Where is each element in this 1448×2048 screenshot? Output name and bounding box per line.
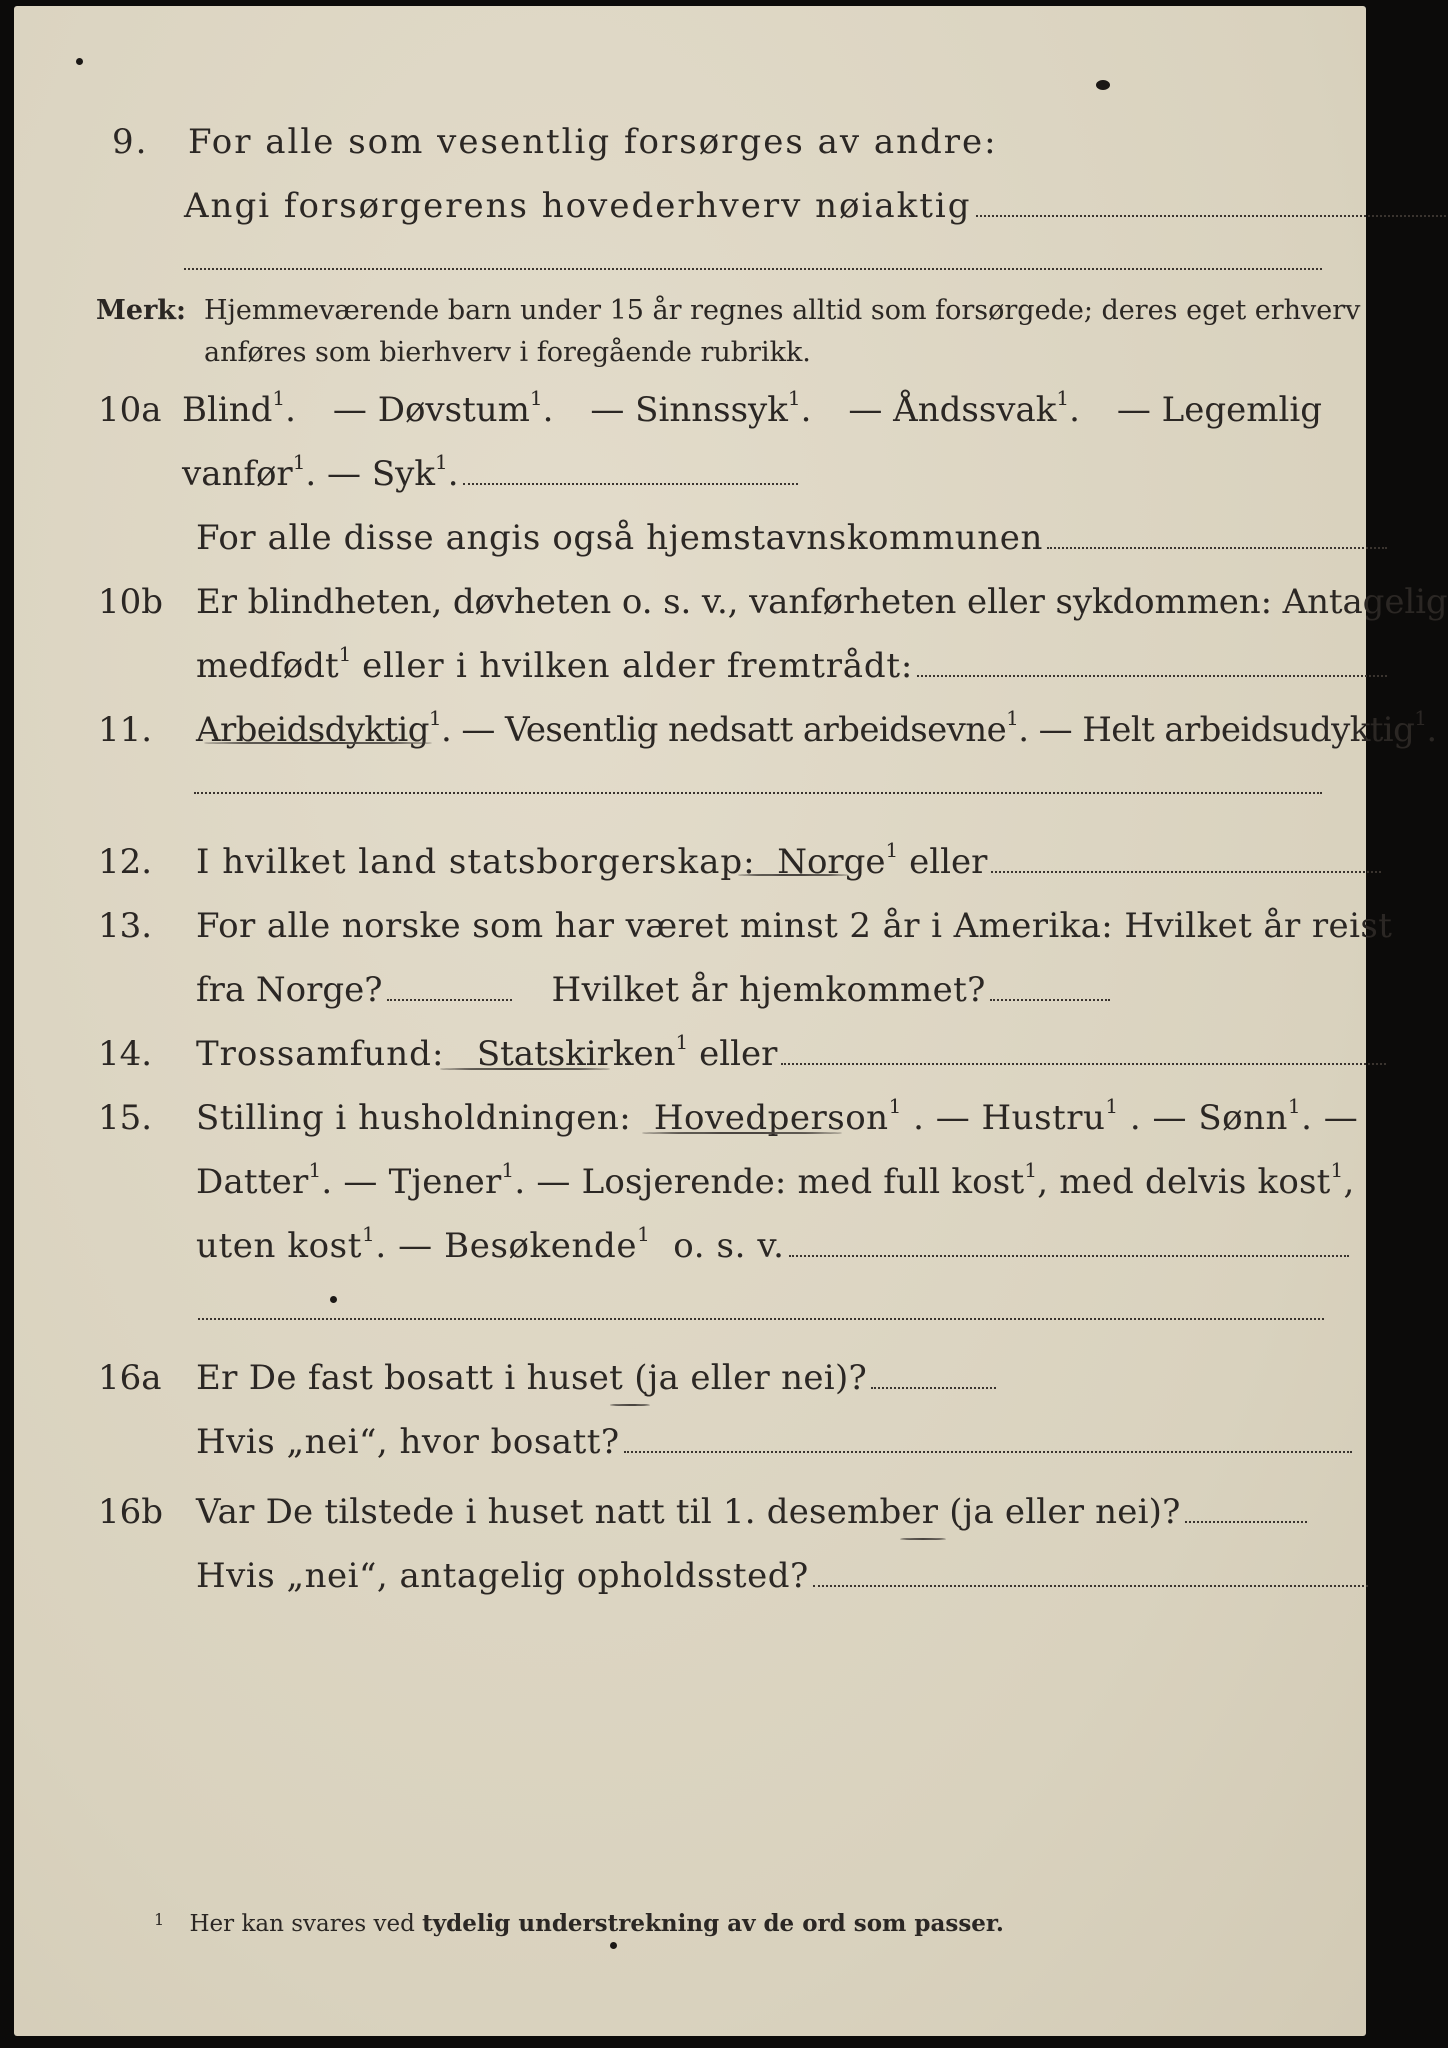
census-form-page (14, 6, 1448, 2036)
question-text: Er blindheten, døvheten o. s. v., vanførheten eller sykdommen: Antagelig (196, 582, 1448, 622)
note-label: Merk: (96, 295, 186, 326)
option-medfodt[interactable]: medfødt$^1$ (196, 642, 352, 686)
dotted-answer-line (991, 871, 1381, 873)
answer-field-religion[interactable] (196, 1030, 1386, 1074)
option-delvis-kost[interactable]: , med delvis kost$^1$, (1037, 1158, 1355, 1202)
ink-speck (76, 58, 83, 65)
question-10b-line-1 (14, 566, 1448, 622)
question-14-line (14, 1018, 1366, 1074)
question-text: Hvilket år hjemkommet? (551, 970, 986, 1010)
question-number: 14. (98, 1034, 153, 1074)
question-text: Hvis „nei“, antagelig opholdssted? (196, 1556, 809, 1596)
dotted-answer-line (1047, 547, 1387, 549)
option-helt-udyktig[interactable]: . — Helt arbeidsudyktig$^1$. (1018, 706, 1437, 750)
question-number: 15. (98, 1098, 153, 1138)
question-text: For alle disse angis også hjemstavnskommunen (196, 518, 1043, 558)
answer-field-onset[interactable] (196, 642, 1387, 686)
household-position-options-end[interactable] (196, 1222, 1349, 1266)
answer-field-main-occupation[interactable] (184, 186, 1446, 226)
question-text: Trossamfund: (196, 1034, 445, 1074)
dotted-answer-line[interactable] (990, 999, 1110, 1001)
question-text: For alle norske som har været minst 2 år i Amerika: Hvilket år reist (196, 906, 1393, 946)
question-15-line-3 (14, 1210, 1366, 1266)
dotted-answer-line[interactable] (194, 792, 1322, 794)
question-16a-line-1 (14, 1342, 1366, 1398)
footnote-bold-text: tydelig understrekning av de ord som passer. (422, 1910, 1004, 1937)
question-text: Stilling i husholdningen: (196, 1098, 632, 1138)
option-besokende[interactable]: . — Besøkende$^1$ (375, 1222, 651, 1266)
word-eller: eller (909, 842, 988, 882)
question-10a-line-2 (14, 438, 1366, 494)
question-text: Hvis „nei“, hvor bosatt? (196, 1422, 620, 1462)
question-number: 16b (98, 1492, 164, 1532)
option-uten-kost[interactable]: uten kost$^1$ (196, 1222, 376, 1266)
question-10b-line-2 (14, 630, 1366, 686)
option-norge[interactable]: Norge$^1$ (777, 838, 899, 882)
question-text: fra Norge? (196, 970, 383, 1010)
note-text: anføres som bierhverv i foregående rubrikk. (204, 337, 811, 368)
answer-field-resident[interactable] (196, 1358, 996, 1398)
option-sinnssyk[interactable]: — Sinnssyk$^1$. (590, 386, 812, 430)
option-statskirken[interactable]: Statskirken$^1$ (476, 1030, 689, 1074)
dotted-answer-line (1185, 1521, 1307, 1523)
ink-speck (610, 1942, 617, 1949)
question-13-line-2 (14, 954, 1366, 1010)
answer-field-where-resident[interactable] (196, 1422, 1352, 1462)
question-13-line-1 (14, 890, 1393, 946)
option-blind[interactable]: Blind$^1$. (182, 386, 296, 430)
ink-speck (330, 1296, 337, 1303)
dotted-answer-line (463, 483, 798, 485)
dotted-answer-line (624, 1451, 1352, 1453)
answer-fields-america[interactable] (196, 970, 1110, 1010)
option-datter[interactable]: Datter$^1$ (196, 1158, 322, 1202)
dotted-answer-line (917, 675, 1387, 677)
option-hustru[interactable]: . — Hustru$^1$ (913, 1094, 1119, 1138)
option-arbeidsdyktig[interactable]: Arbeidsdyktig$^1$ (196, 706, 441, 750)
note-text: Hjemmeværende barn under 15 år regnes alltid som forsørgede; deres eget erhverv (204, 295, 1361, 326)
option-losjerende-full-kost[interactable]: . — Losjerende: med full kost$^1$ (514, 1158, 1038, 1202)
question-9-line-1 (14, 106, 1366, 162)
question-text: I hvilket land statsborgerskap: (196, 842, 756, 882)
handwritten-underline (440, 1068, 610, 1070)
ink-speck (1096, 80, 1110, 90)
question-16b-line-2 (14, 1540, 1366, 1596)
question-16a-line-2 (14, 1406, 1366, 1462)
question-15-line-2 (14, 1146, 1366, 1202)
footnote (154, 1910, 1004, 1937)
handwritten-underline (642, 1132, 842, 1134)
household-position-options-cont[interactable] (196, 1158, 1355, 1202)
handwritten-underline (738, 874, 848, 876)
question-text: For alle som vesentlig forsørges av andre: (188, 122, 998, 162)
answer-field-citizenship[interactable] (196, 838, 1381, 882)
handwritten-underline (204, 742, 432, 744)
dotted-answer-line[interactable] (387, 999, 512, 1001)
disability-options-cont[interactable] (182, 450, 798, 494)
question-text: Er De fast bosatt i huset (ja eller nei)? (196, 1358, 868, 1398)
note-line-2 (14, 324, 1366, 368)
dotted-answer-line[interactable] (184, 268, 1322, 270)
note-line-1 (14, 282, 1366, 326)
option-legemlig[interactable]: — Legemlig (1116, 390, 1322, 430)
option-tjener[interactable]: . — Tjener$^1$ (321, 1158, 515, 1202)
question-number: 10b (98, 582, 164, 622)
option-vesentlig-nedsatt[interactable]: . — Vesentlig nedsatt arbeidsevne$^1$ (440, 706, 1019, 750)
option-syk[interactable]: — Syk$^1$. (327, 450, 459, 494)
question-9-line-2 (14, 170, 1366, 226)
answer-field-home-municipality[interactable] (196, 518, 1387, 558)
question-10a-line-3 (14, 502, 1366, 558)
question-15-line-1 (14, 1082, 1366, 1138)
question-12-line (14, 826, 1366, 882)
dotted-answer-line (976, 215, 1446, 217)
footnote-text: Her kan svares ved (189, 1911, 415, 1937)
dotted-answer-line (813, 1585, 1368, 1587)
question-text: Angi forsørgerens hovederhverv nøiaktig (184, 186, 972, 226)
disability-options[interactable] (182, 386, 1322, 430)
question-number: 13. (98, 906, 153, 946)
dotted-answer-line[interactable] (198, 1318, 1324, 1320)
work-ability-options[interactable] (196, 706, 1437, 750)
dotted-answer-line (781, 1063, 1386, 1065)
answer-field-whereabouts[interactable] (196, 1556, 1368, 1596)
word-eller: eller (699, 1034, 778, 1074)
question-number: 16a (98, 1358, 162, 1398)
question-number: 9. (112, 122, 149, 162)
answer-field-present[interactable] (196, 1492, 1307, 1532)
word-osv: o. s. v. (673, 1226, 785, 1266)
dotted-answer-line (789, 1255, 1349, 1257)
question-number: 10a (98, 390, 162, 430)
option-dovstum[interactable]: — Døvstum$^1$. (332, 386, 554, 430)
question-text: eller i hvilken alder fremtrådt: (362, 646, 914, 686)
option-vanfor[interactable]: vanfør$^1$. (182, 450, 328, 494)
option-hovedperson[interactable]: Hovedperson$^1$ (653, 1094, 902, 1138)
question-16b-line-1 (14, 1476, 1366, 1532)
dotted-answer-line (871, 1387, 996, 1389)
option-sonn[interactable]: . — Sønn$^1$. — (1129, 1094, 1359, 1138)
question-10a-line-1 (14, 374, 1366, 430)
question-text: Var De tilstede i huset natt til 1. desember (ja eller nei)? (196, 1492, 1181, 1532)
question-number: 11. (98, 710, 153, 750)
footnote-marker: 1 (154, 1910, 165, 1929)
option-andssvak[interactable]: — Åndssvak$^1$. (848, 386, 1080, 430)
question-number: 12. (98, 842, 153, 882)
